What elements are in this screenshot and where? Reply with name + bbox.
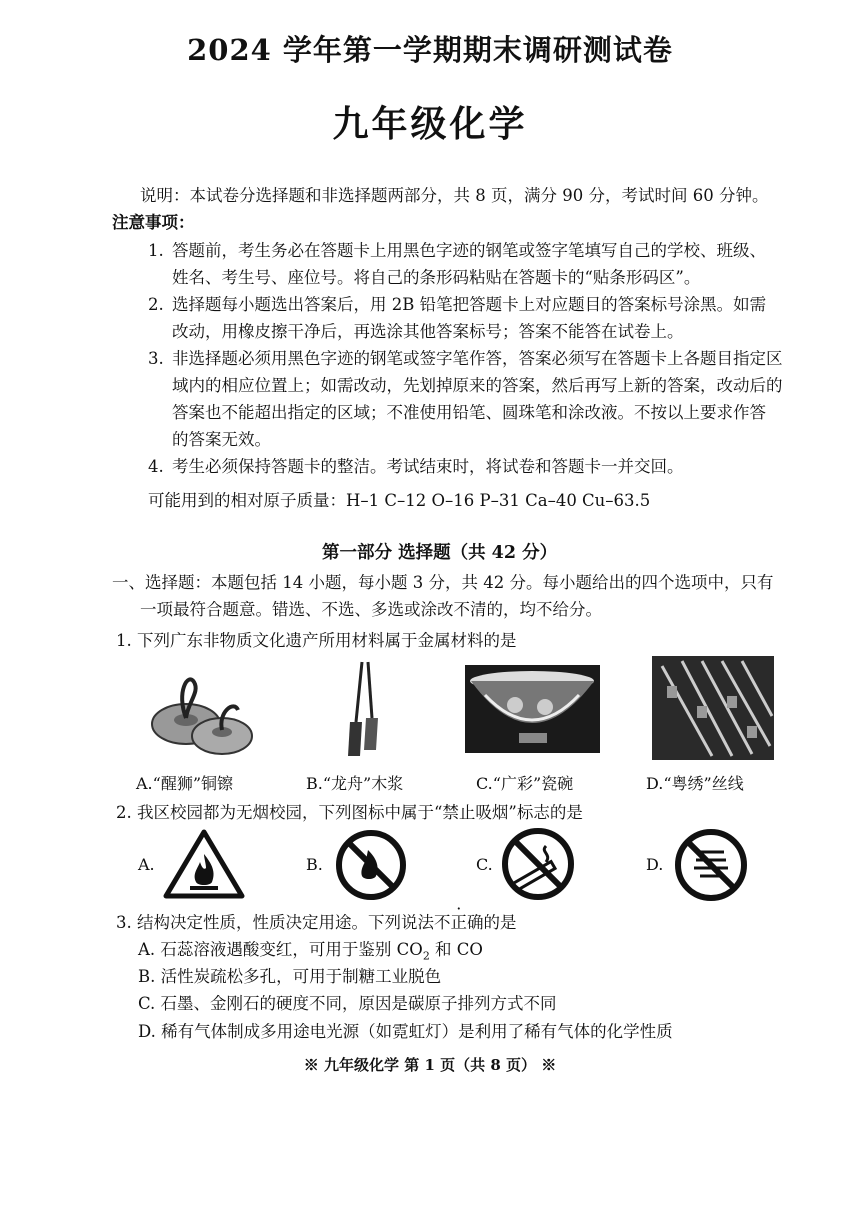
- question-3-stem: [116, 909, 517, 936]
- question-3-option-d: D. 稀有气体制成多用途电光源（如霓虹灯）是利用了稀有气体的化学性质: [138, 1022, 673, 1041]
- question-3-stem-emphasis: 不正确: [434, 913, 484, 932]
- question-1-stem: 1. 下列广东非物质文化遗产所用材料属于金属材料的是: [116, 631, 517, 650]
- question-3-option-b: B. 活性炭疏松多孔，可用于制糖工业脱色: [138, 967, 442, 986]
- attention-item-line: 姓名、考生号、座位号。将自己的条形码粘贴在答题卡的“贴条形码区”。: [172, 268, 701, 287]
- exam-note: 说明：本试卷分选择题和非选择题两部分，共 8 页，满分 90 分，考试时间 60 分钟。: [140, 186, 769, 205]
- question-3-option-a-text: A. 石蕊溶液遇酸变红，可用于鉴别 CO: [138, 940, 423, 959]
- oar-image: [340, 660, 390, 760]
- question-2-label-a: A.: [138, 855, 155, 874]
- attention-item-line: 非选择题必须用黑色字迹的钢笔或签字笔作答，答案必须写在答题卡上各题目指定区: [172, 349, 783, 368]
- no-fireworks-icon: [672, 826, 750, 904]
- silk-thread-image: [652, 656, 774, 760]
- atomic-masses: 可能用到的相对原子质量：H–1 C–12 O–16 P–31 Ca–40 Cu–63.5: [148, 491, 651, 510]
- part1-heading: 第一部分 选择题（共 42 分）: [322, 543, 558, 563]
- question-1-option-a: A.“醒狮”铜镲: [136, 774, 234, 793]
- attention-item-number: 3.: [148, 349, 164, 368]
- attention-item-line: 选择题每小题选出答案后，用 2B 铅笔把答题卡上对应题目的答案标号涂黑。如需: [172, 295, 767, 314]
- question-3-option-c: C. 石墨、金刚石的硬度不同，原因是碳原子排列方式不同: [138, 994, 557, 1013]
- attention-item-line: 答案也不能超出指定的区域；不准使用铅笔、圆珠笔和涂改液。不按以上要求作答: [172, 403, 766, 422]
- attention-item-number: 1.: [148, 241, 164, 260]
- no-open-flame-icon: [334, 828, 408, 902]
- attention-item-line: 域内的相应位置上；如需改动，先划掉原来的答案，然后再写上新的答案，改动后的: [172, 376, 783, 395]
- flammable-warning-icon: [162, 828, 246, 900]
- attention-item-line: 答题前，考生务必在答题卡上用黑色字迹的钢笔或签字笔填写自己的学校、班级、: [172, 241, 766, 260]
- no-smoking-icon: [500, 826, 576, 902]
- question-2-stem: 2. 我区校园都为无烟校园，下列图标中属于“禁止吸烟”标志的是: [116, 803, 583, 822]
- question-2-label-d: D.: [646, 855, 664, 874]
- question-3-option-a-tail: 和 CO: [429, 940, 483, 959]
- question-3-stem-before: 3. 结构决定性质，性质决定用途。下列说法: [116, 913, 434, 932]
- attention-item-line: 改动，用橡皮擦干净后，再选涂其他答案标号；答案不能答在试卷上。: [172, 322, 684, 341]
- part1-instructions: 一、选择题：本题包括 14 小题，每小题 3 分，共 42 分。每小题给出的四个选项中，只有: [112, 573, 774, 592]
- question-1-option-b: B.“龙舟”木浆: [306, 774, 404, 793]
- attention-heading: 注意事项：: [112, 213, 195, 232]
- question-1-option-d: D.“粤绣”丝线: [646, 774, 744, 793]
- attention-item-number: 2.: [148, 295, 164, 314]
- cymbals-image: [148, 662, 258, 762]
- attention-item-line: 考生必须保持答题卡的整洁。考试结束时，将试卷和答题卡一并交回。: [172, 457, 684, 476]
- question-2-label-c: C.: [476, 855, 493, 874]
- attention-item-line: 的答案无效。: [172, 430, 271, 449]
- part1-instructions: 一项最符合题意。错选、不选、多选或涂改不清的，均不给分。: [140, 600, 602, 619]
- porcelain-bowl-image: [465, 665, 600, 753]
- attention-item-number: 4.: [148, 457, 164, 476]
- page-footer: ※ 九年级化学 第 1 页（共 8 页） ※: [303, 1056, 557, 1074]
- subject-title: 九年级化学: [332, 103, 528, 145]
- question-2-label-b: B.: [306, 855, 323, 874]
- exam-title: 2024 学年第一学期期末调研测试卷: [187, 33, 673, 67]
- question-3-stem-after: 的是: [483, 913, 517, 932]
- question-1-option-c: C.“广彩”瓷碗: [476, 774, 574, 793]
- co2-subscript: 2: [422, 949, 430, 963]
